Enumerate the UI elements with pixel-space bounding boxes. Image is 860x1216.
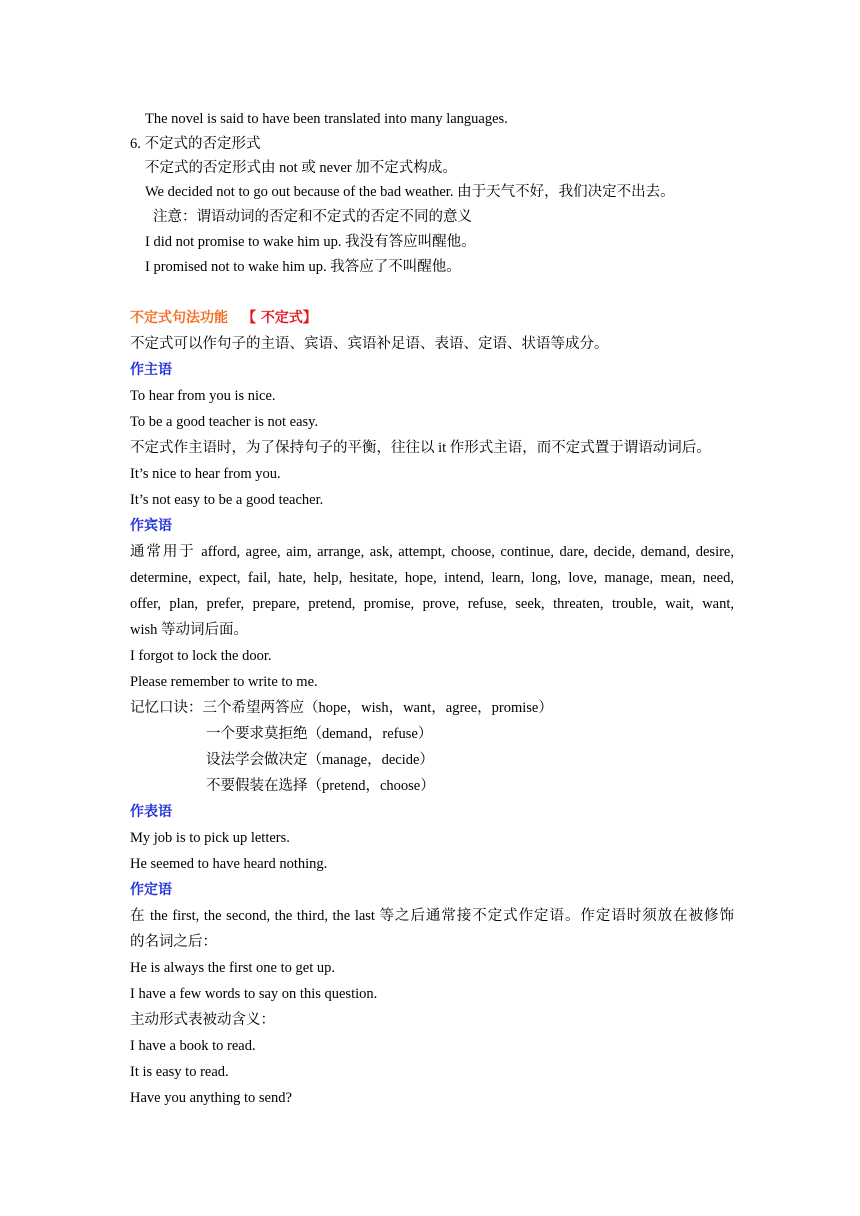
function-intro: 不定式可以作句子的主语、宾语、宾语补足语、表语、定语、状语等成分。 xyxy=(130,336,609,352)
predicative-line-2: He seemed to have heard nothing. xyxy=(130,856,328,872)
section-title: 不定式的否定形式 xyxy=(144,136,261,152)
object-example-2: Please remember to write to me. xyxy=(130,674,318,690)
object-verbs-line-4: wish 等动词后面。 xyxy=(130,622,249,638)
example-promise-1: I did not promise to wake him up. 我没有答应叫醒他。 xyxy=(145,234,476,250)
object-verbs-line-3: offer, plan, prefer, prepare, pretend, promise, prove, refuse, seek, threaten, trouble, wait, want, xyxy=(130,596,734,612)
attributive-rule-1: 在 the first, the second, the third, the last 等之后通常接不定式作定语。作定语时须放在被修饰 xyxy=(130,908,734,924)
subject-heading: 作主语 xyxy=(130,362,172,378)
predicative-line-1: My job is to pick up letters. xyxy=(130,830,290,846)
subject-line-3: 不定式作主语时，为了保持句子的平衡，往往以 it 作形式主语，而不定式置于谓语动词后。 xyxy=(130,440,711,456)
section-number: 6. xyxy=(130,136,141,152)
subject-line-2: To be a good teacher is not easy. xyxy=(130,414,319,430)
mnemonic-line-4: 不要假装在选择（pretend，choose） xyxy=(206,778,435,794)
mnemonic-label: 记忆口诀： xyxy=(130,700,203,716)
predicative-heading: 作表语 xyxy=(130,804,172,820)
attributive-rule-2: 的名词之后： xyxy=(130,934,217,950)
object-verbs-line-2: determine, expect, fail, hate, help, hesitate, hope, intend, learn, long, love, manage, mean, need, xyxy=(130,570,734,586)
negation-rule: 不定式的否定形式由 not 或 never 加不定式构成。 xyxy=(145,160,457,176)
mnemonic-line-3: 设法学会做决定（manage，decide） xyxy=(206,752,434,768)
mnemonic-text-1: 三个希望两答应（hope，wish，want，agree，promise） xyxy=(202,700,553,716)
mnemonic-line-1 xyxy=(130,699,734,717)
section-heading xyxy=(130,135,734,153)
attributive-line-4: I have a book to read. xyxy=(130,1038,256,1054)
object-example-1: I forgot to lock the door. xyxy=(130,648,272,664)
attributive-line-5: It is easy to read. xyxy=(130,1064,229,1080)
mnemonic-line-2: 一个要求莫拒绝（demand，refuse） xyxy=(206,726,433,742)
example-weather: We decided not to go out because of the bad weather. 由于天气不好，我们决定不出去。 xyxy=(145,184,675,200)
object-verbs-line-1: 通常用于 afford, agree, aim, arrange, ask, attempt, choose, continue, dare, decide, demand, desire, xyxy=(130,544,734,560)
subject-line-4: It’s nice to hear from you. xyxy=(130,466,281,482)
attributive-heading: 作定语 xyxy=(130,882,172,898)
subject-line-5: It’s not easy to be a good teacher. xyxy=(130,492,324,508)
example-promise-2: I promised not to wake him up. 我答应了不叫醒他。 xyxy=(145,259,461,275)
function-section-heading xyxy=(130,309,734,327)
attributive-line-1: He is always the first one to get up. xyxy=(130,960,335,976)
note-line: 注意：谓语动词的否定和不定式的否定不同的意义 xyxy=(153,209,472,225)
bracket-tag: 【 不定式】 xyxy=(242,310,317,326)
attributive-line-3: 主动形式表被动含义： xyxy=(130,1012,275,1028)
attributive-line-6: Have you anything to send? xyxy=(130,1090,292,1106)
subject-line-1: To hear from you is nice. xyxy=(130,388,276,404)
example-novel: The novel is said to have been translated into many languages. xyxy=(145,111,508,127)
object-heading: 作宾语 xyxy=(130,518,172,534)
function-heading: 不定式句法功能 xyxy=(130,310,228,326)
attributive-line-2: I have a few words to say on this question. xyxy=(130,986,378,1002)
